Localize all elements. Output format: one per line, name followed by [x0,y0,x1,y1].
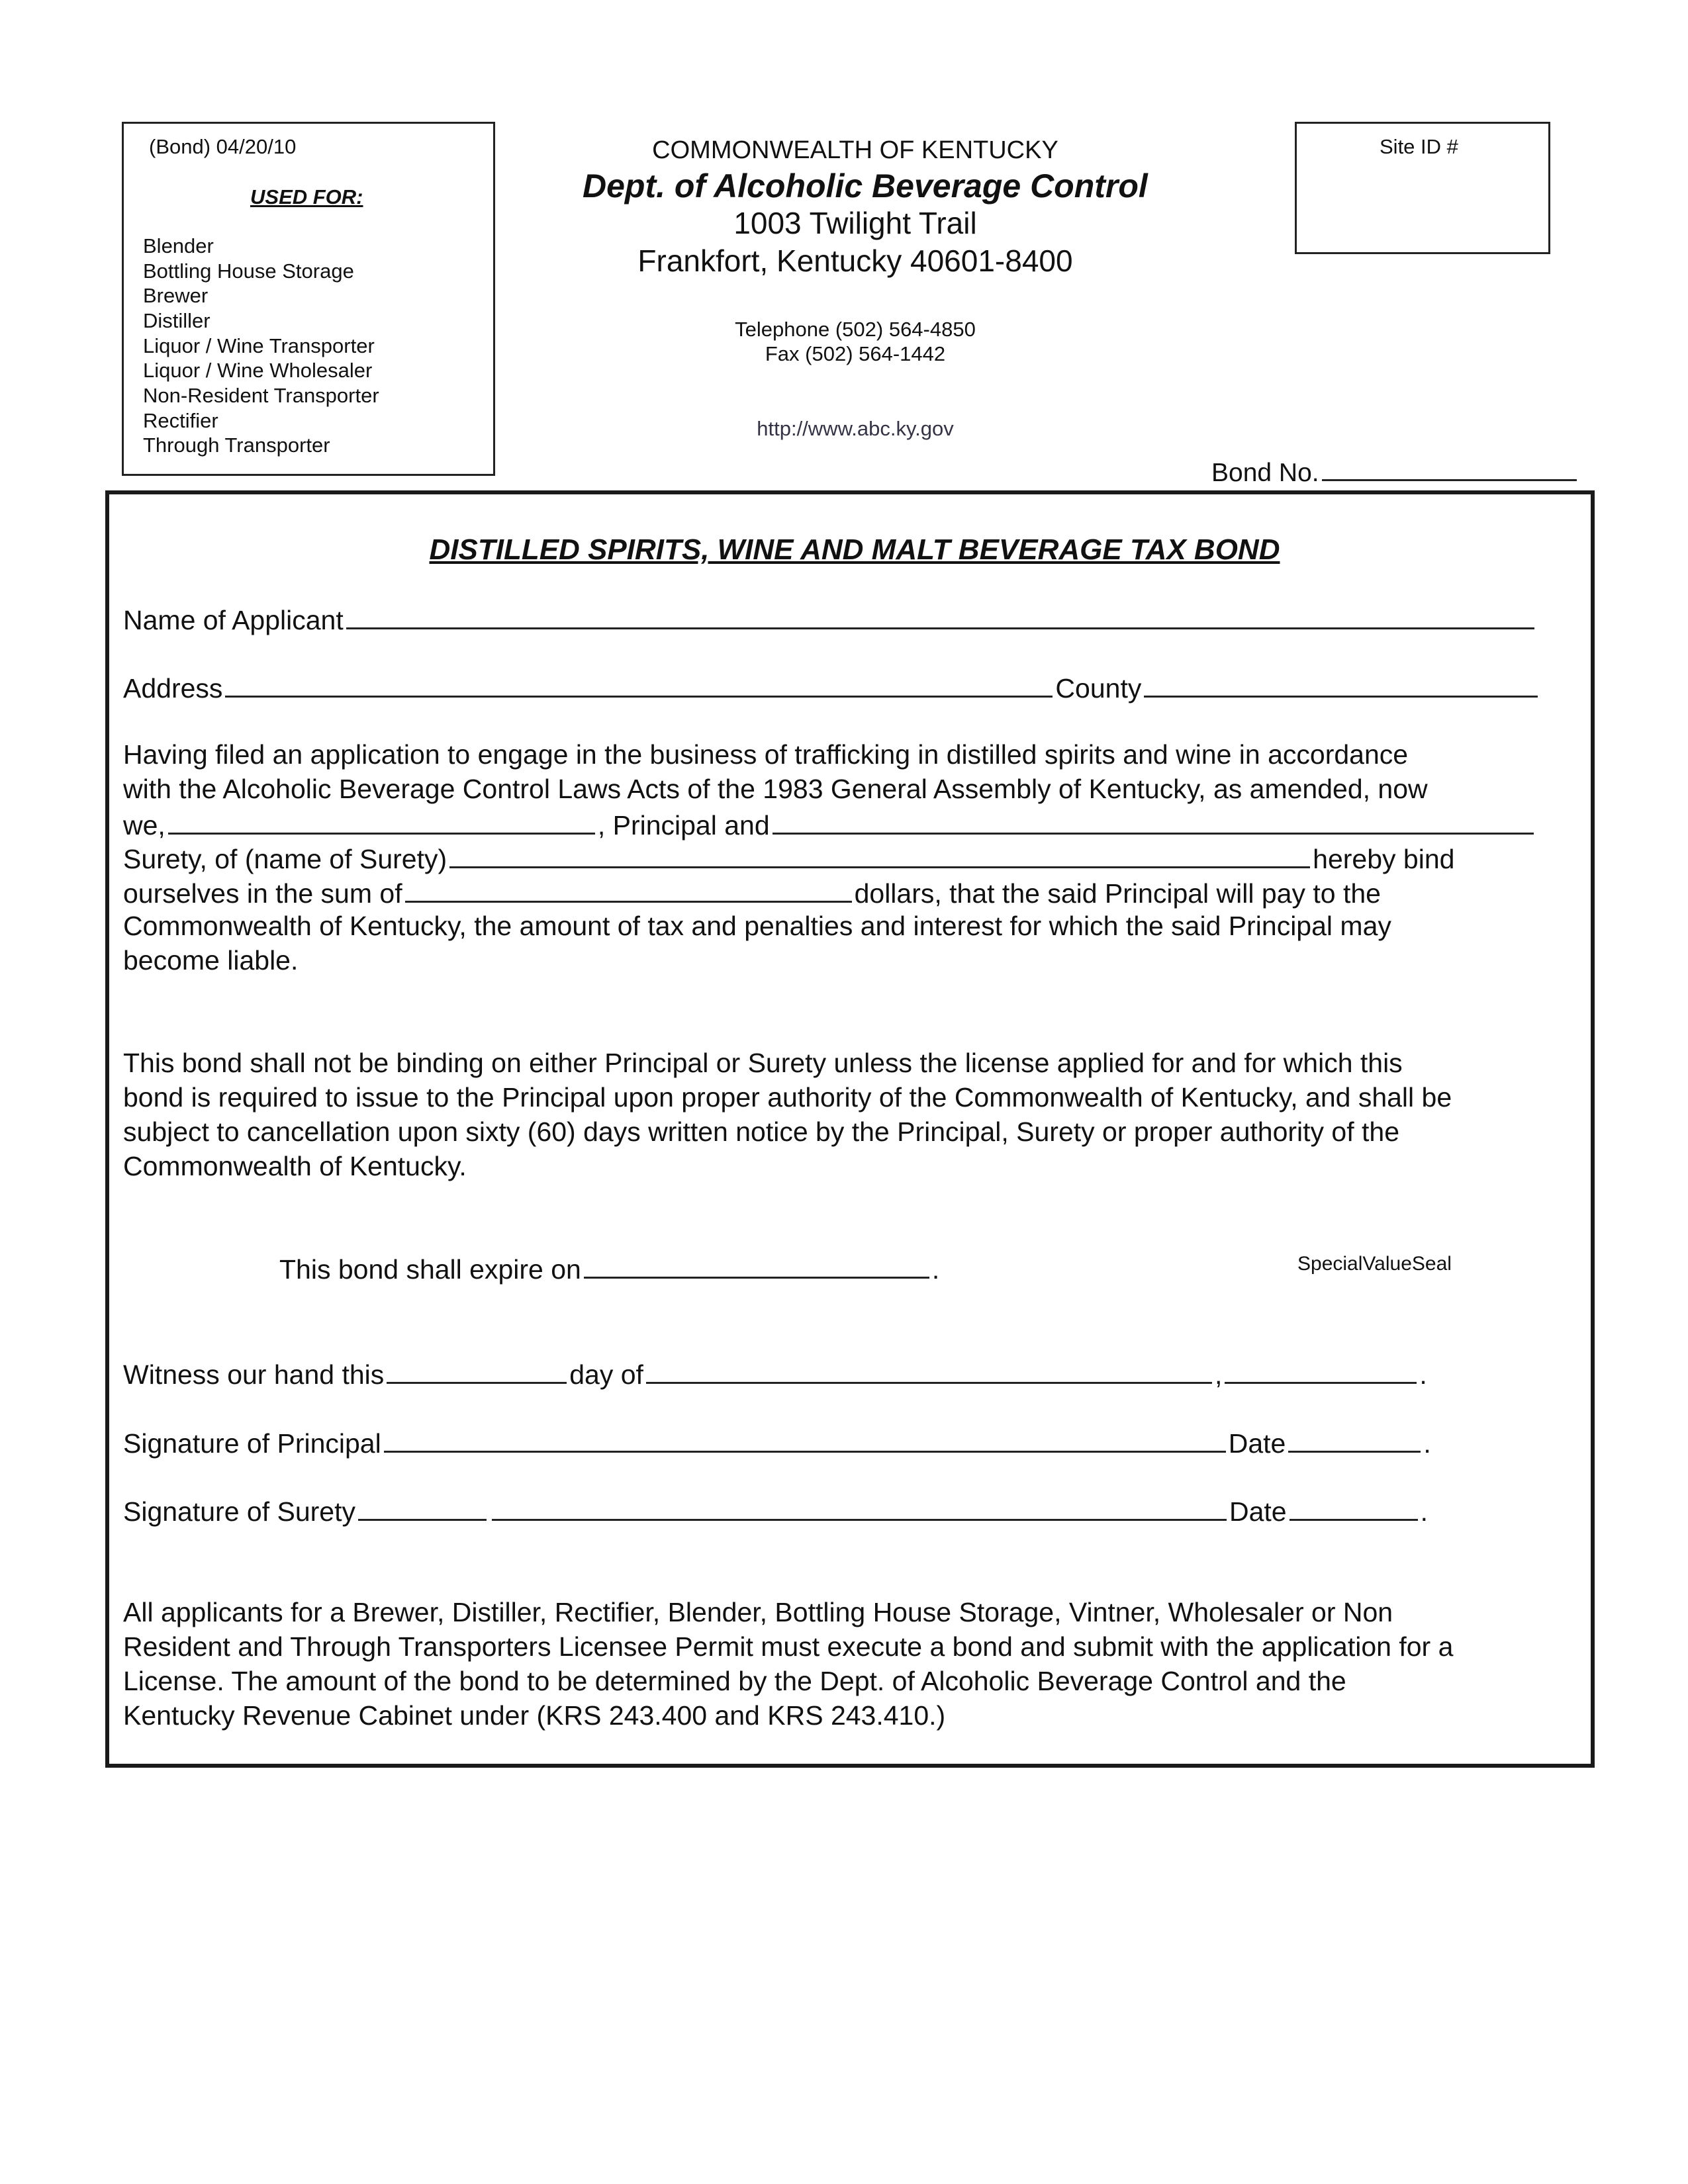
applicant-name-input[interactable] [346,605,1534,629]
used-for-item: Liquor / Wine Transporter [143,334,375,357]
para1-text: Surety, of (name of Surety) [123,844,447,874]
dept-name: Dept. of Alcoholic Beverage Control [583,167,1148,205]
bond-no-input[interactable] [1322,457,1577,481]
para3-line: All applicants for a Brewer, Distiller, Rectifier, Blender, Bottling House Storage, Vintner, Wholesaler or Non [123,1597,1393,1627]
surety-name-input[interactable] [449,844,1310,868]
para2-line: This bond shall not be binding on either Principal or Surety unless the license applied for and for which this [123,1048,1403,1078]
surety-signature-prefix-input[interactable] [358,1496,487,1521]
witness-day-input[interactable] [387,1359,567,1384]
name-label: Name of Applicant [123,605,344,635]
used-for-heading: USED FOR: [250,185,363,208]
seal-text: SpecialValueSeal [1297,1253,1452,1275]
day-of-label: day of [569,1359,643,1390]
para3-line: Resident and Through Transporters Licensee Permit must execute a bond and submit with the application for a [123,1631,1454,1662]
form-title: DISTILLED SPIRITS, WINE AND MALT BEVERAGE TAX BOND [429,533,1280,566]
sig-principal-label: Signature of Principal [123,1428,381,1459]
para1-text: we, [123,810,165,841]
principal-input[interactable] [168,810,595,835]
para1-text: dollars, that the said Principal will pay to the [854,878,1381,909]
date-label: Date [1229,1496,1287,1527]
witness-label: Witness our hand this [123,1359,385,1390]
para1-line: Having filed an application to engage in the business of trafficking in distilled spirits and wine in accordance [123,739,1409,770]
address-input[interactable] [225,673,1053,698]
para2-line: subject to cancellation upon sixty (60) days written notice by the Principal, Surety or proper authority of the [123,1116,1400,1147]
para2-line: Commonwealth of Kentucky. [123,1151,467,1181]
used-for-item: Brewer [143,284,209,307]
used-for-item: Non-Resident Transporter [143,384,379,407]
principal-date-input[interactable] [1288,1428,1421,1453]
fax: Fax (502) 564-1442 [765,342,946,365]
para1-line: Commonwealth of Kentucky, the amount of tax and penalties and interest for which the said Principal may [123,911,1391,941]
used-for-item: Distiller [143,309,211,332]
bond-amount-input[interactable] [405,878,852,903]
city-address: Frankfort, Kentucky 40601-8400 [637,244,1073,278]
street-address: 1003 Twilight Trail [733,206,977,240]
site-id-label: Site ID # [1380,135,1458,158]
witness-year-input[interactable] [1225,1359,1417,1384]
surety-signature-input[interactable] [492,1496,1227,1521]
principal-second-input[interactable] [773,810,1534,835]
telephone: Telephone (502) 564-4850 [735,318,976,341]
county-label: County [1055,673,1142,704]
para1-text: hereby bind [1313,844,1455,874]
date-label: Date [1228,1428,1286,1459]
used-for-item: Blender [143,234,214,257]
sig-surety-label: Signature of Surety [123,1496,355,1527]
para1-text: , Principal and [597,810,770,841]
expire-date-input[interactable] [584,1254,929,1279]
witness-month-input[interactable] [646,1359,1212,1384]
para1-line: become liable. [123,945,299,976]
para3-line: Kentucky Revenue Cabinet under (KRS 243.400 and KRS 243.410.) [123,1700,946,1731]
para3-line: License. The amount of the bond to be determined by the Dept. of Alcoholic Beverage Control and the [123,1666,1346,1696]
para1-line: with the Alcoholic Beverage Control Laws Acts of the 1983 General Assembly of Kentucky, as amended, now [123,774,1428,804]
website-link[interactable]: http://www.abc.ky.gov [757,417,954,440]
expire-label: This bond shall expire on [279,1254,581,1285]
bond-no-field [1211,457,1579,488]
used-for-item: Bottling House Storage [143,259,354,283]
para2-line: bond is required to issue to the Principal upon proper authority of the Commonwealth of Kentucky, and shall be [123,1082,1452,1113]
used-for-item: Through Transporter [143,433,330,457]
surety-date-input[interactable] [1289,1496,1418,1521]
para1-text: ourselves in the sum of [123,878,402,909]
form-code: (Bond) 04/20/10 [149,135,297,158]
bond-no-label: Bond No. [1211,459,1319,487]
principal-signature-input[interactable] [384,1428,1226,1453]
address-label: Address [123,673,223,704]
used-for-item: Liquor / Wine Wholesaler [143,359,373,382]
county-input[interactable] [1144,673,1538,698]
state-heading: COMMONWEALTH OF KENTUCKY [652,136,1058,164]
used-for-item: Rectifier [143,409,218,432]
